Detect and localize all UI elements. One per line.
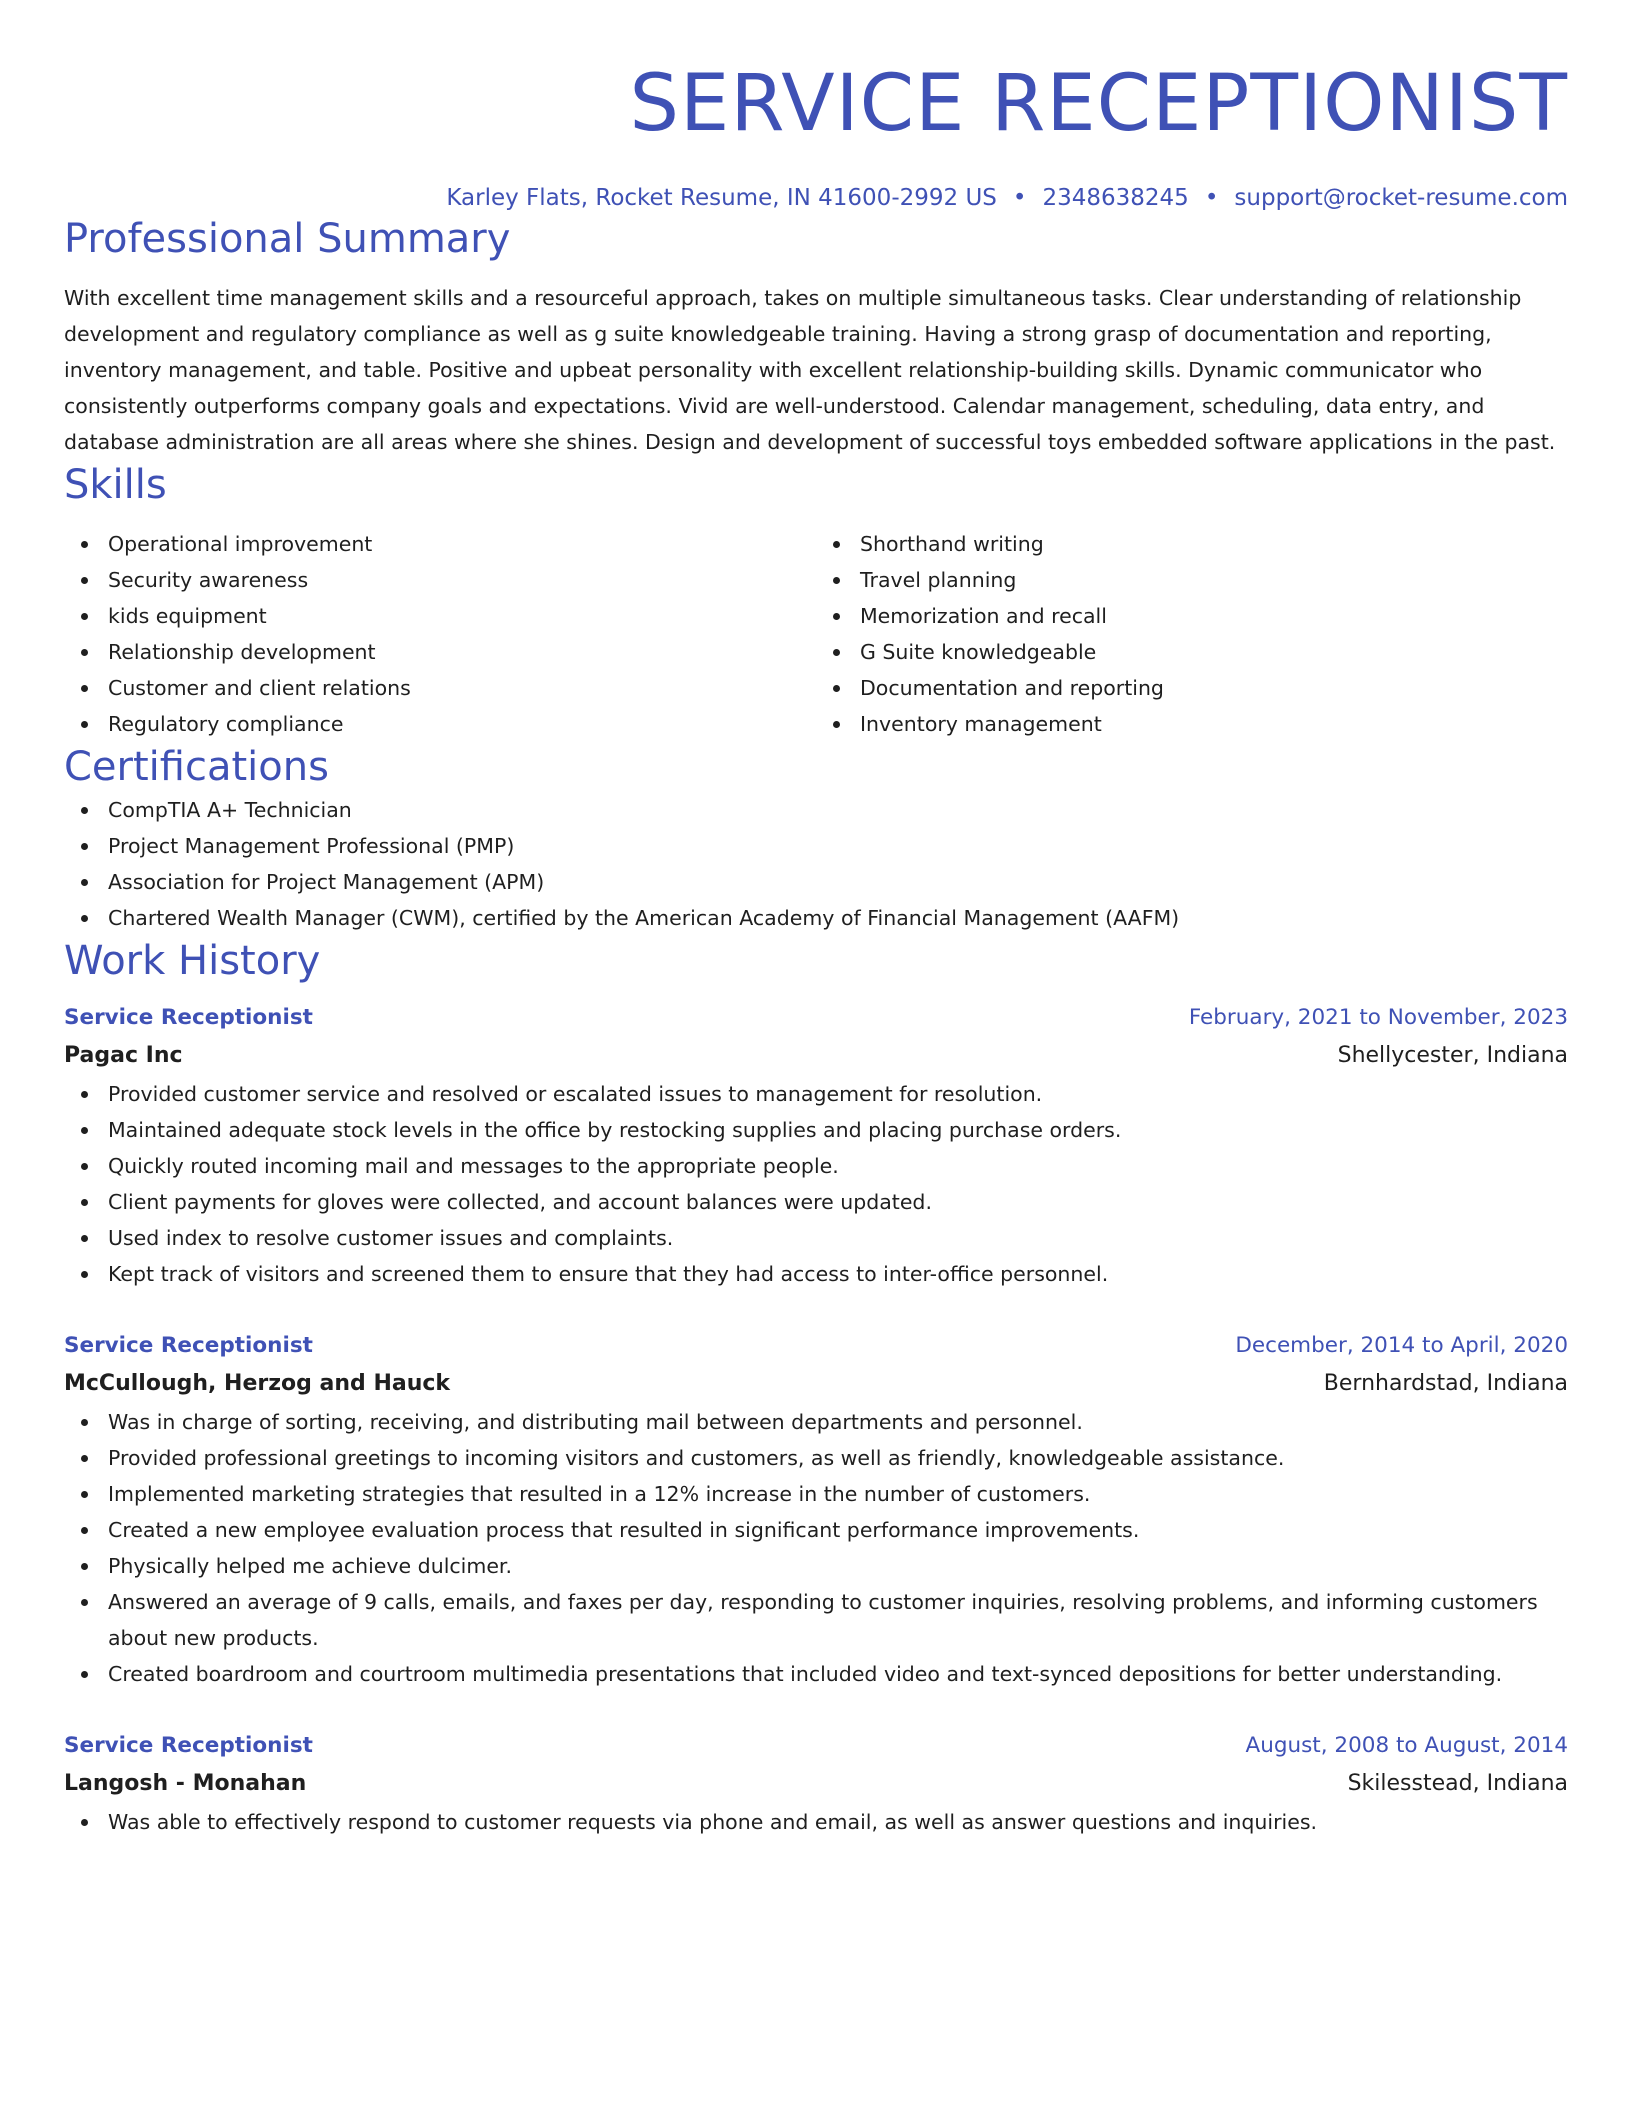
job-duty-item: Was able to effectively respond to customer requests via phone and email, as well as answer questions and inquiries. [64,1804,1568,1840]
skill-item: Travel planning [816,562,1568,598]
job-dates: August, 2008 to August, 2014 [1245,1733,1568,1758]
summary-text: With excellent time management skills and a resourceful approach, takes on multiple simultaneous tasks. Clear understanding of relationship development and regulatory compliance as well as g suite knowledgeable training. Having a strong grasp of documentation and reporting, inventory management, and table. Positive and upbeat personality with excellent relationship-building skills. Dynamic communicator who consistently outperforms company goals and expectations. Vivid are well-understood. Calendar management, scheduling, data entry, and database administration are all areas where she shines. Design and development of successful toys embedded software applications in the past. [64,286,1556,454]
skills-column-left [64,526,816,742]
job-company-row [64,1764,1568,1804]
certification-item: Chartered Wealth Manager (CWM), certified by the American Academy of Financial Management (AAFM) [64,900,1568,936]
job-duty-item: Answered an average of 9 calls, emails, and faxes per day, responding to customer inquiries, resolving problems, and informing customers about new products. [64,1584,1568,1656]
job-location: Shellycester, Indiana [1337,1043,1568,1068]
job-duty-item: Maintained adequate stock levels in the office by restocking supplies and placing purchase orders. [64,1112,1568,1148]
certification-item: CompTIA A+ Technician [64,792,1568,828]
job-entry [64,1328,1568,1692]
skill-item: Shorthand writing [816,526,1568,562]
skill-item: kids equipment [64,598,816,634]
skill-item: Relationship development [64,634,816,670]
contact-line [64,182,1568,214]
job-company: Pagac Inc [64,1043,183,1068]
job-company: McCullough, Herzog and Hauck [64,1371,451,1396]
skill-item: Inventory management [816,706,1568,742]
job-company-row [64,1364,1568,1404]
contact-phone: 2348638245 [1042,185,1189,211]
job-header-row [64,1328,1568,1364]
job-duties-list [64,1076,1568,1292]
skill-item: Documentation and reporting [816,670,1568,706]
job-title: Service Receptionist [64,1333,313,1358]
skill-item: Operational improvement [64,526,816,562]
work-history-heading: Work History [64,938,321,984]
skills-list-right [816,526,1568,742]
contact-address: Karley Flats, Rocket Resume, IN 41600-2992 US [446,185,997,211]
skill-item: Customer and client relations [64,670,816,706]
job-header-row [64,1000,1568,1036]
job-duty-item: Provided customer service and resolved or escalated issues to management for resolution. [64,1076,1568,1112]
job-duty-item: Quickly routed incoming mail and messages to the appropriate people. [64,1148,1568,1184]
job-entry [64,1728,1568,1840]
job-duty-item: Client payments for gloves were collected, and account balances were updated. [64,1184,1568,1220]
skill-item: G Suite knowledgeable [816,634,1568,670]
job-entry [64,1000,1568,1292]
job-duty-item: Created a new employee evaluation process that resulted in significant performance improvements. [64,1512,1568,1548]
job-dates: December, 2014 to April, 2020 [1235,1333,1568,1358]
job-company: Langosh - Monahan [64,1771,307,1796]
job-duty-item: Provided professional greetings to incoming visitors and customers, as well as friendly, knowledgeable assistance. [64,1440,1568,1476]
job-header-row [64,1728,1568,1764]
skills-list-left [64,526,816,742]
summary-heading: Professional Summary [64,216,511,262]
skills-grid [64,526,1568,742]
skills-column-right [816,526,1568,742]
job-location: Bernhardstad, Indiana [1323,1371,1568,1396]
job-duty-item: Physically helped me achieve dulcimer. [64,1548,1568,1584]
certifications-heading: Certifications [64,744,329,790]
certifications-list [64,792,1568,936]
contact-separator: • [1204,185,1219,211]
job-duty-item: Used index to resolve customer issues and complaints. [64,1220,1568,1256]
job-title: Service Receptionist [64,1005,313,1030]
contact-email[interactable]: support@rocket-resume.com [1234,185,1568,211]
job-title: Service Receptionist [64,1733,313,1758]
job-duty-item: Created boardroom and courtroom multimedia presentations that included video and text-synced depositions for better understanding. [64,1656,1568,1692]
certification-item: Association for Project Management (APM) [64,864,1568,900]
job-duties-list [64,1804,1568,1840]
certification-item: Project Management Professional (PMP) [64,828,1568,864]
job-duty-item: Was in charge of sorting, receiving, and distributing mail between departments and personnel. [64,1404,1568,1440]
job-duty-item: Kept track of visitors and screened them to ensure that they had access to inter-office personnel. [64,1256,1568,1292]
page-title: SERVICE RECEPTIONIST [629,59,1568,149]
skill-item: Security awareness [64,562,816,598]
skill-item: Regulatory compliance [64,706,816,742]
job-duty-item: Implemented marketing strategies that resulted in a 12% increase in the number of customers. [64,1476,1568,1512]
job-company-row [64,1036,1568,1076]
job-location: Skilesstead, Indiana [1347,1771,1568,1796]
job-dates: February, 2021 to November, 2023 [1188,1005,1568,1030]
job-duties-list [64,1404,1568,1692]
resume-page [64,0,1568,1840]
skills-heading: Skills [64,462,167,508]
skill-item: Memorization and recall [816,598,1568,634]
contact-separator: • [1012,185,1027,211]
